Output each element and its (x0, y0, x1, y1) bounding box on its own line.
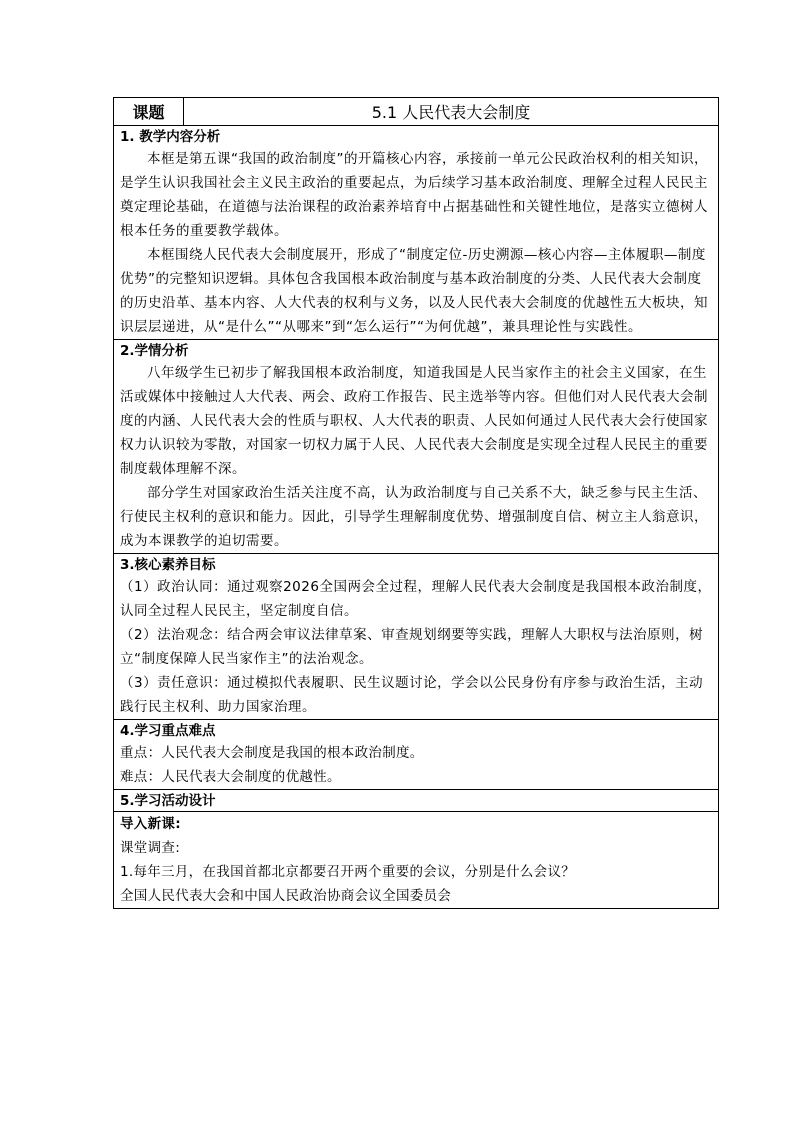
section-title: 3.核心素养目标 (120, 557, 216, 573)
section-title: 4.学习重点难点 (120, 723, 216, 739)
paragraph: 八年级学生已初步了解我国根本政治制度，知道我国是人民当家作主的社会主义国家，在生活或媒体中接触过人大代表、两会、政府工作报告、民主选举等内容。但他们对人民代表大会制度的内涵、人民代表大会的性质与职权、人大代表的职责、人民如何通过人民代表大会行使国家权力认识较为零散，对国家一切权力属于人民、人民代表大会制度是实现全过程人民民主的重要制度载体理解不深。 (120, 365, 708, 477)
activity-line: 全国人民代表大会和中国人民政治协商会议全国委员会 (120, 888, 452, 904)
topic-label: 课题 (114, 98, 184, 126)
lesson-plan-table (113, 97, 719, 909)
topic-title: 5.1 人民代表大会制度 (184, 98, 719, 126)
lesson-plan-page (113, 97, 719, 909)
activity-line: 1.每年三月，在我国首都北京都要召开两个重要的会议，分别是什么会议？ (120, 864, 576, 880)
section-activity-design (114, 812, 719, 909)
goal-item: （3）责任意识：通过模拟代表履职、民生议题讨论，学会以公民身份有序参与政治生活，主动践行民主权利、助力国家治理。 (120, 675, 704, 715)
section-title: 5.学习活动设计 (120, 793, 216, 809)
paragraph: 本框围绕人民代表大会制度展开，形成了“制度定位-历史溯源—核心内容—主体履职—制度优势”的完整知识逻辑。具体包含我国根本政治制度与基本政治制度的分类、人民代表大会制度的历史沿革、基本内容、人大代表的权利与义务，以及人民代表大会制度的优越性五大板块，知识层层递进，从“是什么”“从哪来”到“怎么运行”“为何优越”，兼具理论性与实践性。 (120, 247, 708, 335)
section-content-analysis (114, 126, 719, 340)
difficult-point: 难点：人民代表大会制度的优越性。 (120, 769, 341, 785)
section-core-goals (114, 554, 719, 720)
goal-item: （2）法治观念：结合两会审议法律草案、审查规划纲要等实践，理解人大职权与法治原则，树立“制度保障人民当家作主”的法治观念。 (120, 627, 704, 667)
paragraph: 本框是第五课“我国的政治制度”的开篇核心内容，承接前一单元公民政治权利的相关知识，是学生认识我国社会主义民主政治的重要起点，为后续学习基本政治制度、理解全过程人民民主奠定理论基础，在道德与法治课程的政治素养培育中占据基础性和关键性地位，是落实立德树人根本任务的重要教学载体。 (120, 151, 708, 239)
paragraph: 部分学生对国家政治生活关注度不高，认为政治制度与自己关系不大，缺乏参与民主生活、行使民主权利的意识和能力。因此，引导学生理解制度优势、增强制度自信、树立主人翁意识，成为本课教学的迫切需要。 (120, 485, 708, 549)
section-activity-title-row (114, 790, 719, 812)
activity-line: 课堂调查: (120, 840, 181, 856)
lead-in-heading: 导入新课: (120, 816, 181, 832)
section-learner-analysis (114, 340, 719, 554)
goal-item: （1）政治认同：通过观察2026全国两会全过程，理解人民代表大会制度是我国根本政治制度，认同全过程人民民主，坚定制度自信。 (120, 579, 712, 619)
key-point: 重点：人民代表大会制度是我国的根本政治制度。 (120, 745, 424, 761)
section-title: 2.学情分析 (120, 343, 189, 359)
section-title: 1. 教学内容分析 (120, 129, 221, 145)
topic-row (114, 98, 719, 126)
section-key-points (114, 720, 719, 790)
